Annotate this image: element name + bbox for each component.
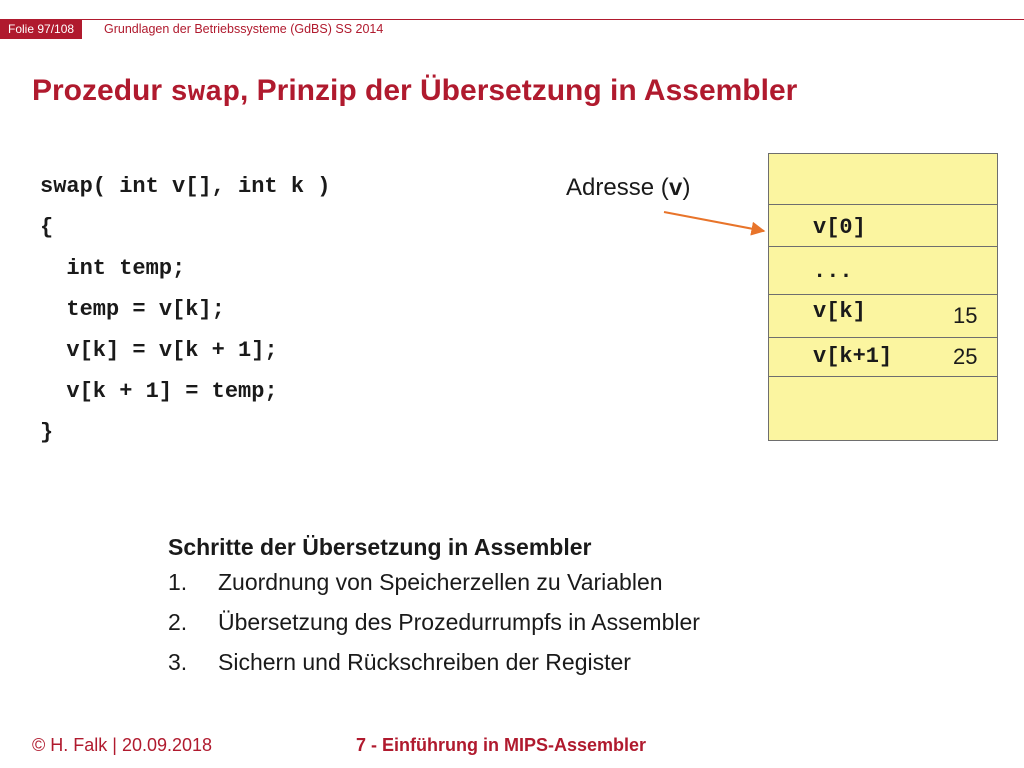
step-number: 2. [168,609,188,635]
address-label-var: v [668,176,683,202]
steps-heading: Schritte der Übersetzung in Assembler [168,534,592,560]
code-line: temp = v[k]; [40,297,225,322]
memory-block [768,153,998,441]
code-line: int temp; [40,256,186,281]
address-label-text: Adresse ( [566,174,669,201]
memory-cell-label: ... [813,259,853,284]
list-item [168,565,700,605]
memory-cell [769,337,997,377]
list-item [168,645,700,685]
memory-cell-label: v[k+1] [813,344,893,369]
code-line: { [40,215,54,240]
memory-cell-label: v[k] [813,299,866,324]
code-line: v[k] = v[k + 1]; [40,338,278,363]
step-text: Übersetzung des Prozedurrumpfs in Assembler [218,609,700,635]
step-number: 3. [168,649,188,675]
title-suffix: , Prinzip der Übersetzung in Assembler [239,74,798,107]
footer-chapter: 7 - Einführung in MIPS-Assembler [356,735,647,755]
memory-cell-empty [769,376,997,441]
title-prefix: Prozedur [32,74,171,107]
list-item [168,605,700,645]
address-label-close: ) [682,174,691,201]
memory-cell-label: v[0] [813,215,866,240]
code-line: swap( int v[], int k ) [40,174,331,199]
footer-author: © H. Falk | 20.09.2018 [32,735,213,755]
slide-counter: Folie 97/108 [0,19,82,39]
steps-list [168,532,700,685]
title-code: swap [170,76,240,109]
code-line: } [40,420,54,445]
memory-cell [769,294,997,338]
address-arrow-line [664,212,764,231]
course-title: Grundlagen der Betriebssysteme (GdBS) SS 2014 [104,22,384,36]
step-text: Zuordnung von Speicherzellen zu Variablen [218,569,663,595]
memory-cell-value: 25 [953,344,978,369]
step-text: Sichern und Rückschreiben der Register [218,649,631,675]
memory-cell-value: 15 [953,303,978,328]
step-number: 1. [168,569,188,595]
memory-cell [769,246,997,295]
memory-cell [769,204,997,247]
code-line: v[k + 1] = temp; [40,379,278,404]
